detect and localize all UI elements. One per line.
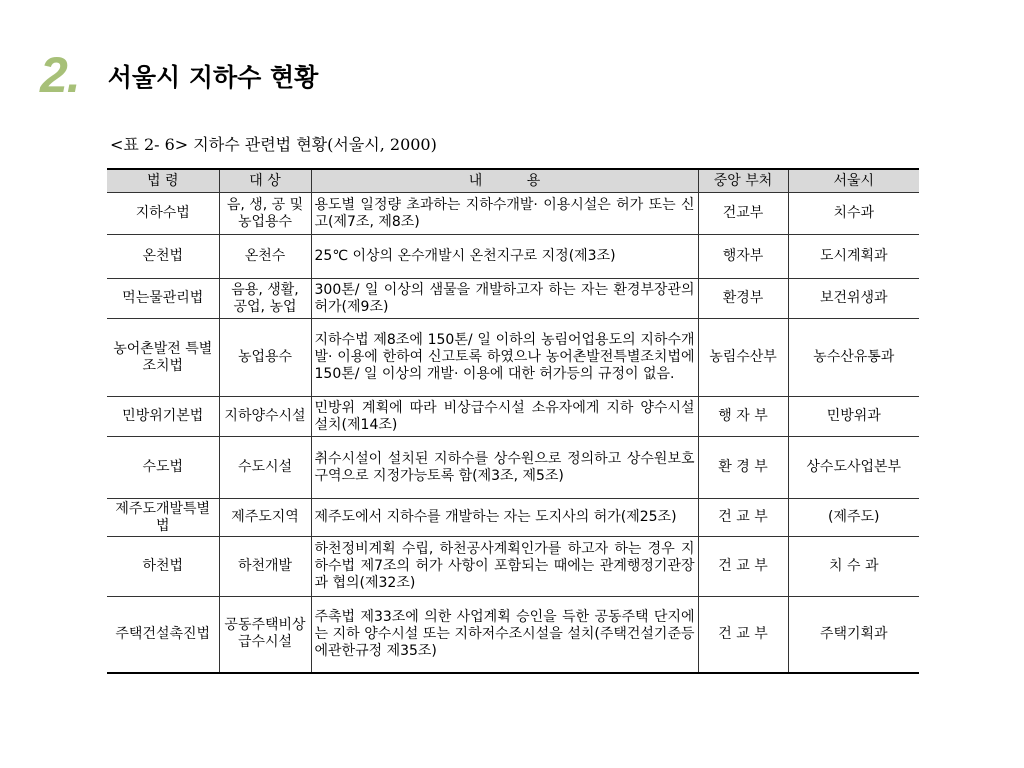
seoul-cell: (제주도): [788, 499, 919, 537]
header-content: 내 용: [311, 169, 698, 193]
ministry-cell: 건 교 부: [698, 537, 788, 597]
law-cell: 수도법: [107, 437, 219, 499]
seoul-cell: 농수산유통과: [788, 319, 919, 397]
content-cell: 취수시설이 설치된 지하수를 상수원으로 정의하고 상수원보호구역으로 지정가능토록 함(제3조, 제5조): [311, 437, 698, 499]
target-cell: 온천수: [219, 235, 311, 279]
law-cell: 온천법: [107, 235, 219, 279]
seoul-cell: 민방위과: [788, 397, 919, 437]
table-row: [107, 597, 919, 673]
law-cell: 주택건설촉진법: [107, 597, 219, 673]
target-cell: 지하양수시설: [219, 397, 311, 437]
law-cell: 지하수법: [107, 193, 219, 235]
seoul-cell: 치수과: [788, 193, 919, 235]
target-cell: 하천개발: [219, 537, 311, 597]
header-ministry: 중앙 부처: [698, 169, 788, 193]
ministry-cell: 건 교 부: [698, 499, 788, 537]
ministry-cell: 행자부: [698, 235, 788, 279]
table-row: [107, 537, 919, 597]
target-cell: 수도시설: [219, 437, 311, 499]
table-row: [107, 279, 919, 319]
target-cell: 공동주택비상급수시설: [219, 597, 311, 673]
content-cell: 민방위 계획에 따라 비상급수시설 소유자에게 지하 양수시설 설치(제14조): [311, 397, 698, 437]
table-caption: <표 2- 6> 지하수 관련법 현황(서울시, 2000): [110, 135, 437, 154]
seoul-cell: 치 수 과: [788, 537, 919, 597]
law-cell: 하천법: [107, 537, 219, 597]
seoul-cell: 도시계획과: [788, 235, 919, 279]
content-cell: 주촉법 제33조에 의한 사업계획 승인을 득한 공동주택 단지에는 지하 양수시설 또는 지하저수조시설을 설치(주택건설기준등에관한규정 제35조): [311, 597, 698, 673]
ministry-cell: 농림수산부: [698, 319, 788, 397]
content-cell: 지하수법 제8조에 150톤/ 일 이하의 농림어업용도의 지하수개발· 이용에 한하여 신고토록 하였으나 농어촌발전특별조치법에 150톤/ 일 이상의 개발· 이용에 대한 허가등의 규정이 없음.: [311, 319, 698, 397]
law-cell: 제주도개발특별법: [107, 499, 219, 537]
table-header-row: [107, 169, 919, 193]
table-row: [107, 193, 919, 235]
content-cell: 하천정비계획 수립, 하천공사계획인가를 하고자 하는 경우 지하수법 제7조의 허가 사항이 포함되는 때에는 관계행정기관장과 협의(제32조): [311, 537, 698, 597]
ministry-cell: 행 자 부: [698, 397, 788, 437]
section-number: 2.: [40, 47, 80, 103]
header-law: 법 령: [107, 169, 219, 193]
content-cell: 용도별 일정량 초과하는 지하수개발· 이용시설은 허가 또는 신고(제7조, 제8조): [311, 193, 698, 235]
target-cell: 제주도지역: [219, 499, 311, 537]
law-cell: 민방위기본법: [107, 397, 219, 437]
groundwater-law-table: [107, 168, 919, 674]
ministry-cell: 건 교 부: [698, 597, 788, 673]
target-cell: 음, 생, 공 및 농업용수: [219, 193, 311, 235]
target-cell: 음용, 생활, 공업, 농업: [219, 279, 311, 319]
ministry-cell: 환 경 부: [698, 437, 788, 499]
target-cell: 농업용수: [219, 319, 311, 397]
content-cell: 제주도에서 지하수를 개발하는 자는 도지사의 허가(제25조): [311, 499, 698, 537]
content-cell: 25℃ 이상의 온수개발시 온천지구로 지정(제3조): [311, 235, 698, 279]
table-row: [107, 499, 919, 537]
ministry-cell: 환경부: [698, 279, 788, 319]
law-cell: 농어촌발전 특별조치법: [107, 319, 219, 397]
table-row: [107, 437, 919, 499]
table-row: [107, 235, 919, 279]
ministry-cell: 건교부: [698, 193, 788, 235]
seoul-cell: 상수도사업본부: [788, 437, 919, 499]
seoul-cell: 주택기획과: [788, 597, 919, 673]
section-title: 서울시 지하수 현황: [107, 63, 319, 92]
law-cell: 먹는물관리법: [107, 279, 219, 319]
table-row: [107, 397, 919, 437]
table-row: [107, 319, 919, 397]
header-target: 대 상: [219, 169, 311, 193]
seoul-cell: 보건위생과: [788, 279, 919, 319]
content-cell: 300톤/ 일 이상의 샘물을 개발하고자 하는 자는 환경부장관의 허가(제9조): [311, 279, 698, 319]
header-seoul: 서울시: [788, 169, 919, 193]
section-heading: [40, 46, 318, 104]
